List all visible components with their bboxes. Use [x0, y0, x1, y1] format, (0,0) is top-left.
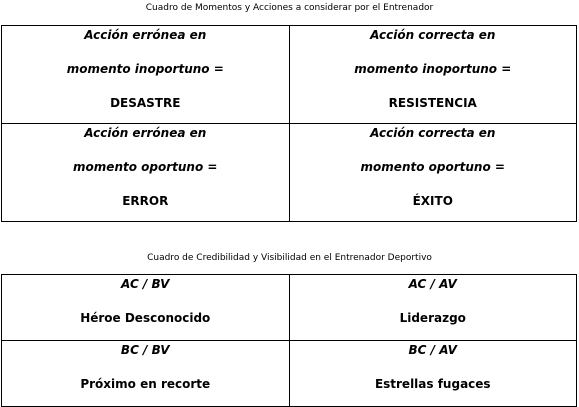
cell-action-text: Acción correcta en [370, 28, 496, 42]
cell-code-text: BC / AV [408, 343, 457, 357]
table-row [2, 124, 577, 222]
table-cell [2, 275, 290, 341]
table-cell [289, 124, 577, 222]
cell-label-text: Héroe Desconocido [80, 311, 211, 325]
table-cell [289, 341, 577, 407]
table-cell [2, 26, 290, 124]
cell-result-text: ERROR [122, 194, 169, 208]
credibility-visibility-table [1, 274, 577, 407]
cell-moment-text: momento oportuno = [360, 160, 505, 174]
table-cell [2, 341, 290, 407]
cell-moment-text: momento inoportuno = [66, 62, 224, 76]
table-cell [289, 275, 577, 341]
cell-code-text: AC / AV [408, 277, 457, 291]
moments-table-caption: Cuadro de Momentos y Acciones a considerar por el Entrenador [145, 3, 434, 13]
table-cell [289, 26, 577, 124]
cell-result-text: RESISTENCIA [388, 96, 477, 110]
cell-moment-text: momento inoportuno = [354, 62, 512, 76]
cell-moment-text: momento oportuno = [73, 160, 218, 174]
moments-actions-table [1, 25, 577, 222]
cell-label-text: Próximo en recorte [80, 377, 211, 391]
cell-code-text: AC / BV [121, 277, 170, 291]
cell-result-text: DESASTRE [110, 96, 181, 110]
table-row [2, 26, 577, 124]
table-row [2, 275, 577, 341]
cell-action-text: Acción correcta en [370, 126, 496, 140]
cell-action-text: Acción errónea en [84, 126, 207, 140]
table-cell [2, 124, 290, 222]
cell-label-text: Liderazgo [399, 311, 466, 325]
cell-result-text: ÉXITO [412, 194, 453, 208]
cell-label-text: Estrellas fugaces [374, 377, 491, 391]
cell-action-text: Acción errónea en [84, 28, 207, 42]
credibility-table-caption: Cuadro de Credibilidad y Visibilidad en el Entrenador Deportivo [147, 253, 432, 263]
cell-code-text: BC / BV [120, 343, 170, 357]
table-row [2, 341, 577, 407]
